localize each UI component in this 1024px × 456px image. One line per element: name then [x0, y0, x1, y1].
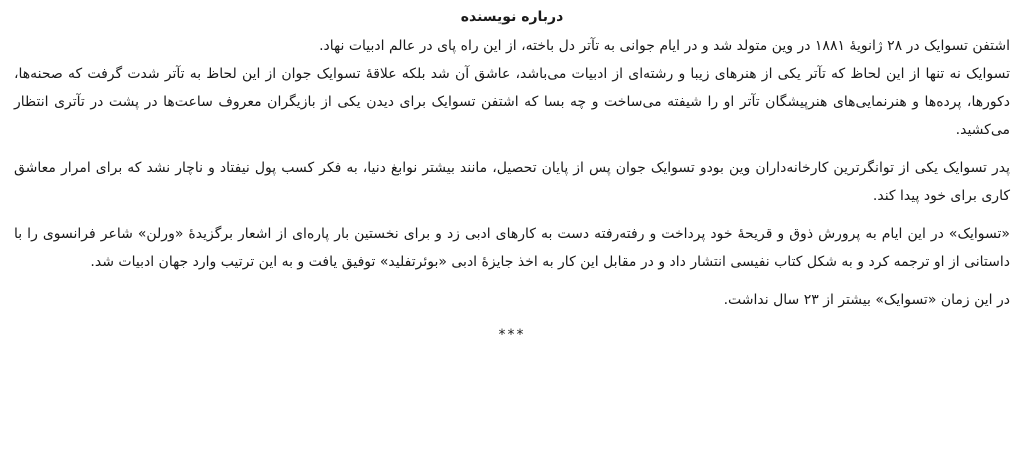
section-separator: *** — [498, 327, 526, 343]
paragraph-birth: اشتفن تسوایک در ۲۸ ژانویهٔ ۱۸۸۱ در وین متولد شد و در ایام جوانی به تآتر دل باخته، از این راه پای در عالم ادبیات نهاد. — [319, 38, 1010, 54]
paragraph-age: در این زمان «تسوایک» بیشتر از ۲۳ سال نداشت. — [723, 292, 1010, 308]
page-title: درباره نویسنده — [460, 9, 564, 25]
paragraph-literary-career: «تسوایک» در این ایام به پرورش ذوق و قریحهٔ خود پرداخت و رفته‌رفته دست به کارهای ادبی زد و برای نخستین بار پاره‌ای از اشعار برگزیدهٔ «ورلن» شاعر فرانسوی را با داستانی از او ترجمه کرد و به شکل کتاب نفیسی انتشار داد و در مقابل این کار به اخذ جایزهٔ ادبی «بوئرتفلید» توفیق یافت و به این ترتیب وارد جهان ادبیات شد. — [14, 226, 1010, 270]
paragraph-father: پدر تسوایک یکی از توانگرترین کارخانه‌داران وین بودو تسوایک جوان پس از پایان تحصیل، مانند بیشتر نوابغ دنیا، به فکر کسب پول نیفتاد و ناچار نشد که برای امرار معاشق کاری برای خود پیدا کند. — [14, 160, 1010, 204]
paragraph-theatre: تسوایک نه تنها از این لحاظ که تآتر یکی از هنرهای زیبا و رشته‌ای از ادبیات می‌باشد، عاشق آن شد بلکه علاقهٔ تسوایک جوان از این لحاظ به تآتر شدت گرفت که صحنه‌ها، دکورها، پرده‌ها و هنرنمایی‌های هنرپیشگان تآتر او را شیفته می‌ساخت و چه بسا که اشتفن تسوایک برای دیدن یکی از بازیگران معروف ساعت‌ها در پشت در تآتری انتظار می‌کشید. — [14, 66, 1010, 138]
